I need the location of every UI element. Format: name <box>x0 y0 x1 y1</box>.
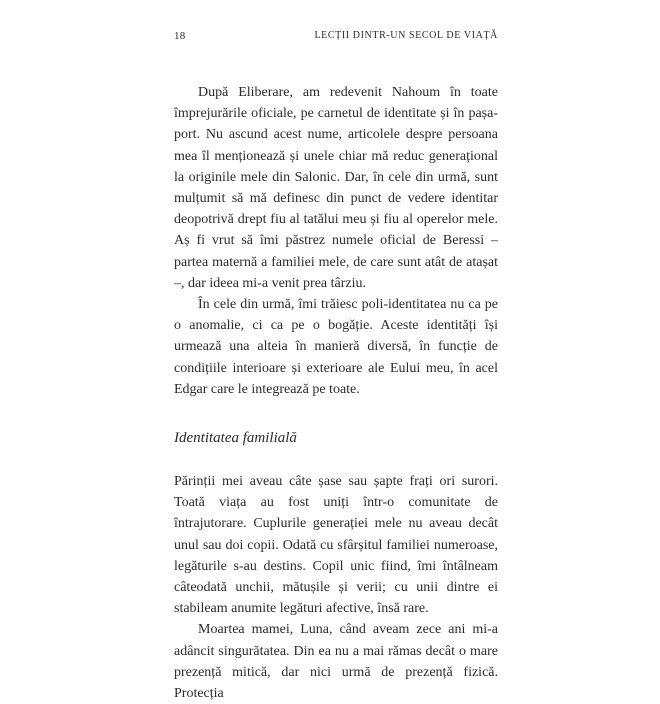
section-heading: Identitatea familială <box>174 430 297 447</box>
paragraph: Moartea mamei, Luna, când aveam zece ani mi-a adâncit singurătatea. Din ea nu a mai rămas decât o mare prezență mitică, dar nici urmă de prezență fizică. Protecția <box>174 622 498 702</box>
page-number: 18 <box>174 30 186 42</box>
paragraph: După Eliberare, am redevenit Nahoum în toate împrejurările oficiale, pe carnetul de identitate și în pașaport. Nu ascund acest nume, articolele despre persoana mea îl menționează și unele chiar mă reduc generațional la originile mele din Salonic. Dar, în cele din urmă, sunt mulțumit să mă definesc din punct de vedere identitar deopotrivă drept fiu al tatălui meu și fiu al operelor mele. Aș fi vrut să îmi păstrez numele oficial de Beressi – partea maternă a familiei mele, de care sunt atât de atașat –, dar ideea mi-a venit prea târziu. <box>174 85 498 291</box>
paragraph: Părinții mei aveau câte șase sau șapte frați ori surori. Toată viața au fost uniți într-o comunitate de întrajutorare. Cuplurile generației mele nu aveau decât unul sau doi copii. Odată cu sfârșitul familiei numeroase, legăturile s-au destins. Copil unic fiind, îmi întâlneam câteodată unchii, mătușile și verii; cu unii dintre ei stabileam anumite legături afective, însă rare. <box>174 474 498 617</box>
page-header <box>174 30 498 48</box>
running-title: LECȚII DINTR-UN SECOL DE VIAȚĂ <box>314 30 498 41</box>
paragraph: În cele din urmă, îmi trăiesc poli-identitatea nu ca pe o anomalie, ci ca pe o bogăție. Aceste identități își urmează una alteia în manieră diversă, în funcție de condițiile interioare și exterioare ale Eului meu, în acel Edgar care le integrează pe toate. <box>174 297 498 397</box>
page-body <box>174 82 498 704</box>
